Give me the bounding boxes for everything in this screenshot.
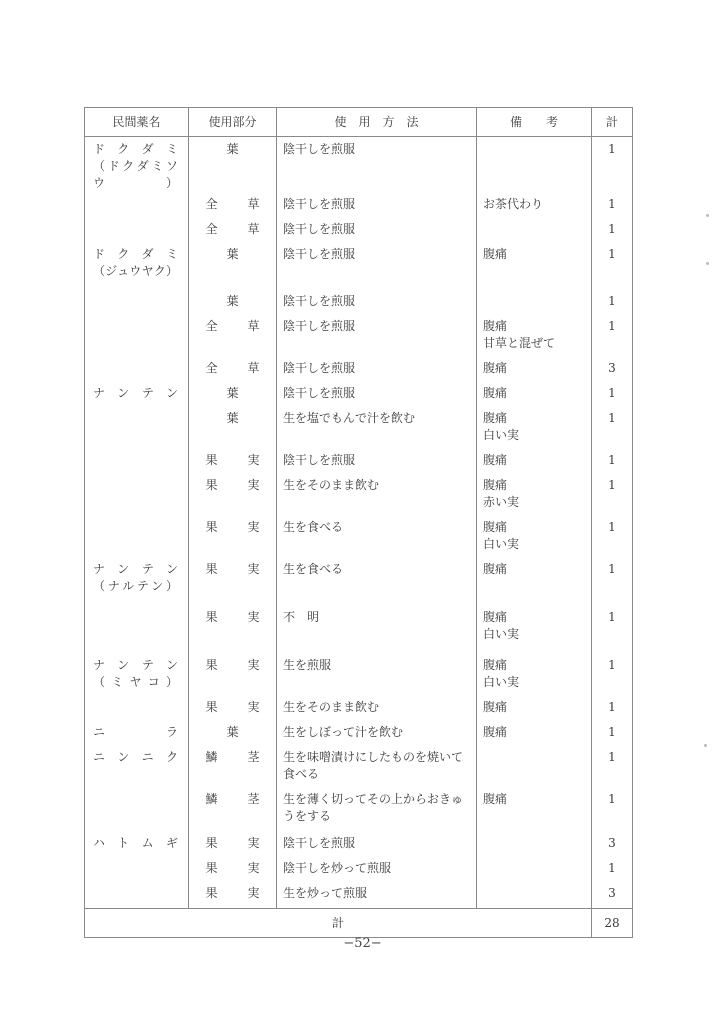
cell-herb-name — [85, 787, 189, 831]
cell-note — [477, 314, 592, 356]
cell-part — [189, 448, 277, 473]
table-row — [85, 406, 633, 448]
cell-part — [189, 881, 277, 909]
cell-count: 1 — [592, 515, 633, 557]
table-row — [85, 217, 633, 242]
total-label: 計 — [85, 909, 592, 938]
table-header-row — [85, 108, 633, 137]
cell-herb-name — [85, 695, 189, 720]
note-line: 腹痛 — [483, 610, 508, 624]
cell-herb-name — [85, 217, 189, 242]
note-line: 腹痛 — [483, 411, 508, 425]
cell-method — [277, 406, 477, 448]
herb-name-line: ナンテン — [93, 386, 178, 400]
method-line: 陰干しを煎服 — [283, 222, 356, 236]
part-text: 果実 — [205, 836, 260, 850]
note-line: 甘草と混ぜて — [483, 336, 556, 350]
note-line: 腹痛 — [483, 725, 508, 739]
cell-note — [477, 856, 592, 881]
note-line: 腹痛 — [483, 562, 508, 576]
table-row — [85, 557, 633, 605]
cell-herb-name — [85, 356, 189, 381]
note-line: 白い実 — [483, 675, 520, 689]
cell-count: 1 — [592, 406, 633, 448]
cell-part — [189, 356, 277, 381]
cell-method — [277, 242, 477, 289]
cell-note — [477, 242, 592, 289]
cell-note — [477, 557, 592, 605]
note-line: 腹痛 — [483, 658, 508, 672]
cell-method — [277, 720, 477, 745]
cell-method — [277, 289, 477, 314]
scan-mark — [706, 262, 709, 265]
note-line: 腹痛 — [483, 386, 508, 400]
method-line: 陰干しを煎服 — [283, 386, 356, 400]
note-line: 赤い実 — [483, 495, 520, 509]
note-line: 腹痛 — [483, 520, 508, 534]
cell-herb-name — [85, 242, 189, 289]
herb-name-line: ニラ — [93, 725, 178, 739]
cell-herb-name — [85, 831, 189, 856]
cell-method — [277, 831, 477, 856]
cell-method — [277, 381, 477, 406]
cell-count: 3 — [592, 356, 633, 381]
method-line: 陰干しを炒って煎服 — [283, 861, 392, 875]
header-part: 使用部分 — [189, 108, 277, 137]
cell-note — [477, 787, 592, 831]
cell-herb-name — [85, 406, 189, 448]
part-text: 全草 — [205, 361, 260, 375]
cell-method — [277, 473, 477, 515]
scan-mark — [706, 214, 709, 217]
cell-method — [277, 745, 477, 787]
cell-method — [277, 137, 477, 193]
method-line: 生を食べる — [283, 520, 344, 534]
cell-note — [477, 515, 592, 557]
note-line: 腹痛 — [483, 247, 508, 261]
note-line: 腹痛 — [483, 453, 508, 467]
cell-method — [277, 856, 477, 881]
cell-herb-name — [85, 289, 189, 314]
scan-mark — [704, 744, 707, 747]
cell-method — [277, 356, 477, 381]
cell-herb-name — [85, 745, 189, 787]
part-text: 鱗茎 — [205, 750, 260, 764]
table-row — [85, 831, 633, 856]
cell-note — [477, 356, 592, 381]
cell-note — [477, 192, 592, 217]
cell-part — [189, 856, 277, 881]
table-row — [85, 745, 633, 787]
table-row — [85, 381, 633, 406]
part-text: 果実 — [205, 520, 260, 534]
part-text: 果実 — [205, 478, 260, 492]
method-line: 陰干しを煎服 — [283, 247, 356, 261]
method-line: 陰干しを煎服 — [283, 142, 356, 156]
note-line: 腹痛 — [483, 478, 508, 492]
cell-method — [277, 787, 477, 831]
cell-herb-name — [85, 473, 189, 515]
part-text: 葉 — [226, 142, 239, 156]
cell-part — [189, 473, 277, 515]
cell-herb-name — [85, 720, 189, 745]
header-note: 備 考 — [477, 108, 592, 137]
cell-count: 1 — [592, 745, 633, 787]
part-text: 全草 — [205, 319, 260, 333]
table-body — [85, 137, 633, 909]
method-line: 生をそのまま飲む — [283, 478, 380, 492]
part-text: 果実 — [205, 453, 260, 467]
cell-herb-name — [85, 653, 189, 695]
cell-count: 1 — [592, 856, 633, 881]
table-row — [85, 448, 633, 473]
header-count: 計 — [592, 108, 633, 137]
herb-name-line: ドクダミ — [93, 247, 178, 261]
cell-count: 1 — [592, 217, 633, 242]
total-value: 28 — [592, 909, 633, 938]
cell-method — [277, 653, 477, 695]
cell-part — [189, 515, 277, 557]
part-text: 葉 — [226, 247, 239, 261]
cell-note — [477, 720, 592, 745]
cell-count: 1 — [592, 787, 633, 831]
note-line: 腹痛 — [483, 361, 508, 375]
table-row — [85, 605, 633, 653]
part-text: 全草 — [205, 222, 260, 236]
part-text: 果実 — [205, 700, 260, 714]
cell-note — [477, 653, 592, 695]
herb-name-line: ナンテン — [93, 562, 178, 576]
table-row — [85, 242, 633, 289]
herb-name-line: ハトムギ — [93, 836, 178, 850]
method-line: 生を食べる — [283, 562, 344, 576]
cell-part — [189, 381, 277, 406]
method-line: 食べる — [283, 767, 320, 781]
part-text: 果実 — [205, 658, 260, 672]
method-line: 陰干しを煎服 — [283, 319, 356, 333]
part-text: 果実 — [205, 861, 260, 875]
herb-name-line: （ドクダミソウ） — [93, 159, 178, 190]
table-row — [85, 137, 633, 193]
cell-herb-name — [85, 881, 189, 909]
part-text: 葉 — [226, 386, 239, 400]
table-row — [85, 473, 633, 515]
cell-method — [277, 448, 477, 473]
cell-note — [477, 289, 592, 314]
cell-part — [189, 695, 277, 720]
note-line: 腹痛 — [483, 700, 508, 714]
cell-note — [477, 473, 592, 515]
cell-part — [189, 289, 277, 314]
cell-method — [277, 557, 477, 605]
cell-part — [189, 557, 277, 605]
cell-count: 1 — [592, 605, 633, 653]
part-text: 果実 — [205, 562, 260, 576]
cell-herb-name — [85, 137, 189, 193]
part-text: 鱗茎 — [205, 792, 260, 806]
cell-method — [277, 515, 477, 557]
cell-count: 1 — [592, 314, 633, 356]
cell-note — [477, 881, 592, 909]
cell-part — [189, 242, 277, 289]
herb-name-line: （ミヤコ） — [93, 675, 178, 689]
part-text: 果実 — [205, 886, 260, 900]
method-line: 生を煎服 — [283, 658, 332, 672]
cell-method — [277, 605, 477, 653]
cell-herb-name — [85, 856, 189, 881]
table-row — [85, 720, 633, 745]
table-row — [85, 314, 633, 356]
page-number: −52− — [343, 936, 382, 951]
cell-herb-name — [85, 448, 189, 473]
cell-note — [477, 695, 592, 720]
method-line: 生を味噌漬けにしたものを焼いて — [283, 750, 464, 764]
total-row — [85, 909, 633, 938]
header-name: 民間薬名 — [85, 108, 189, 137]
cell-part — [189, 787, 277, 831]
cell-herb-name — [85, 515, 189, 557]
part-text: 葉 — [226, 294, 239, 308]
cell-count: 1 — [592, 695, 633, 720]
cell-part — [189, 653, 277, 695]
cell-part — [189, 314, 277, 356]
herb-name-line: （ジュウヤク） — [93, 264, 178, 278]
herb-name-line: ナンテン — [93, 658, 178, 672]
method-line: 生をそのまま飲む — [283, 700, 380, 714]
cell-note — [477, 381, 592, 406]
cell-part — [189, 720, 277, 745]
method-line: 陰干しを煎服 — [283, 836, 356, 850]
note-line: 白い実 — [483, 537, 520, 551]
method-line: 生を薄く切ってその上からおきゅ — [283, 792, 464, 806]
cell-note — [477, 605, 592, 653]
part-text: 果実 — [205, 610, 260, 624]
cell-count: 1 — [592, 557, 633, 605]
method-line: 生を塩でもんで汁を飲む — [283, 411, 416, 425]
table-row — [85, 695, 633, 720]
cell-part — [189, 831, 277, 856]
method-line: 生をしぼって汁を飲む — [283, 725, 404, 739]
method-line: 陰干しを煎服 — [283, 361, 356, 375]
cell-part — [189, 137, 277, 193]
table-row — [85, 515, 633, 557]
table-row — [85, 356, 633, 381]
cell-note — [477, 745, 592, 787]
cell-method — [277, 881, 477, 909]
cell-count: 1 — [592, 381, 633, 406]
note-line: 白い実 — [483, 428, 520, 442]
table-row — [85, 856, 633, 881]
cell-part — [189, 217, 277, 242]
cell-count: 1 — [592, 473, 633, 515]
cell-count: 3 — [592, 881, 633, 909]
header-method: 使 用 方 法 — [277, 108, 477, 137]
part-text: 葉 — [226, 725, 239, 739]
table-row — [85, 881, 633, 909]
note-line: 白い実 — [483, 627, 520, 641]
cell-part — [189, 605, 277, 653]
cell-count: 1 — [592, 289, 633, 314]
cell-method — [277, 217, 477, 242]
cell-count: 1 — [592, 137, 633, 193]
cell-herb-name — [85, 605, 189, 653]
cell-method — [277, 314, 477, 356]
cell-note — [477, 137, 592, 193]
note-line: 腹痛 — [483, 319, 508, 333]
cell-note — [477, 406, 592, 448]
method-line: 陰干しを煎服 — [283, 197, 356, 211]
cell-count: 1 — [592, 192, 633, 217]
method-line: うをする — [283, 809, 332, 823]
cell-note — [477, 831, 592, 856]
cell-note — [477, 448, 592, 473]
herb-name-line: ニンニク — [93, 750, 178, 764]
folk-medicine-table — [84, 107, 633, 938]
part-text: 葉 — [226, 411, 239, 425]
cell-herb-name — [85, 314, 189, 356]
cell-herb-name — [85, 557, 189, 605]
cell-method — [277, 192, 477, 217]
herb-name-line: （ナルテン） — [93, 579, 178, 593]
cell-part — [189, 192, 277, 217]
note-line: 腹痛 — [483, 792, 508, 806]
note-line: お茶代わり — [483, 197, 544, 211]
table-row — [85, 653, 633, 695]
table-row — [85, 289, 633, 314]
cell-count: 1 — [592, 242, 633, 289]
cell-method — [277, 695, 477, 720]
method-line: 生を炒って煎服 — [283, 886, 368, 900]
table-row — [85, 192, 633, 217]
cell-count: 1 — [592, 720, 633, 745]
method-line: 陰干しを煎服 — [283, 294, 356, 308]
method-line: 陰干しを煎服 — [283, 453, 356, 467]
cell-herb-name — [85, 192, 189, 217]
part-text: 全草 — [205, 197, 260, 211]
cell-note — [477, 217, 592, 242]
table-row — [85, 787, 633, 831]
cell-herb-name — [85, 381, 189, 406]
method-line: 不 明 — [283, 610, 320, 624]
cell-part — [189, 406, 277, 448]
cell-count: 1 — [592, 653, 633, 695]
herb-name-line: ドクダミ — [93, 142, 178, 156]
cell-part — [189, 745, 277, 787]
cell-count: 3 — [592, 831, 633, 856]
cell-count: 1 — [592, 448, 633, 473]
